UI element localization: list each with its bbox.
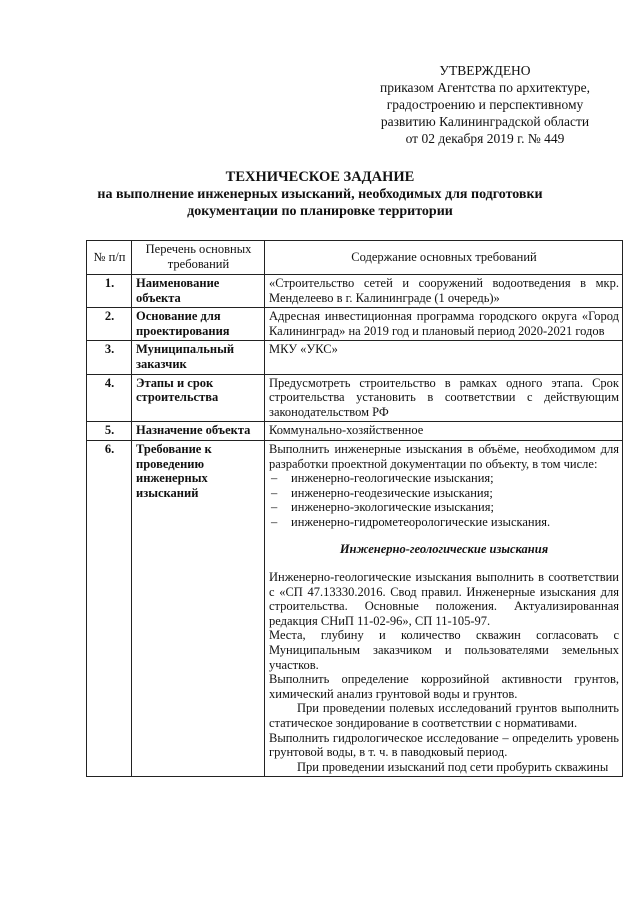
approval-date: от 02 декабря 2019 г. № 449	[405, 131, 565, 146]
approval-line: градостроению и перспективному	[386, 97, 584, 112]
paragraph: При проведении полевых исследований грунтов выполнить статическое зондирование в соответствии с нормативами.	[269, 701, 619, 731]
row-num: 1.	[87, 275, 132, 308]
section-subheading: Инженерно-геологические изыскания	[339, 541, 549, 556]
table-row	[87, 440, 623, 776]
list-item: – инженерно-гидрометеорологические изыскания.	[269, 515, 619, 530]
row-content: «Строительство сетей и сооружений водоотведения в мкр. Менделеево в г. Калининграде (1 очередь)»	[265, 275, 623, 308]
row-content: Предусмотреть строительство в рамках одного этапа. Срок строительства установить в соответствии с действующим законодательством РФ	[265, 374, 623, 422]
table-row	[87, 341, 623, 374]
paragraph: Места, глубину и количество скважин согласовать с Муниципальным заказчиком и пользователями земельных участков.	[269, 628, 619, 672]
title-subtitle: на выполнение инженерных изысканий, необходимых для подготовки	[97, 187, 543, 202]
row-requirement: Этапы и срок строительства	[132, 374, 265, 422]
table-row	[87, 422, 623, 441]
row-num: 3.	[87, 341, 132, 374]
table-row	[87, 308, 623, 341]
requirements-table	[86, 240, 623, 777]
table-header-row	[87, 241, 623, 275]
table-row	[87, 374, 623, 422]
row-num: 2.	[87, 308, 132, 341]
title-main: ТЕХНИЧЕСКОЕ ЗАДАНИЕ	[225, 169, 415, 185]
row-requirement: Требование к проведению инженерных изысканий	[132, 440, 265, 776]
document-title	[0, 168, 640, 220]
row-requirement: Назначение объекта	[132, 422, 265, 441]
approval-line: приказом Агентства по архитектуре,	[380, 80, 590, 95]
table-row	[87, 275, 623, 308]
paragraph: Выполнить гидрологическое исследование – определить уровень грунтовой воды, в т. ч. в паводковый период.	[269, 730, 619, 760]
row-num: 5.	[87, 422, 132, 441]
row-requirement: Основание для проектирования	[132, 308, 265, 341]
paragraph: Инженерно-геологические изыскания выполнить в соответствии с «СП 47.13330.2016. Свод правил. Инженерные изыскания для строительства. Основные положения. Актуализированная редакция СНиП 11-02-96», СП 11-105-97.	[269, 570, 619, 628]
row-num: 6.	[87, 440, 132, 776]
row-content	[265, 440, 623, 776]
row-content: Адресная инвестиционная программа городского округа «Город Калининград» на 2019 год и плановый период 2020-2021 годов	[265, 308, 623, 341]
row-content: Коммунально-хозяйственное	[265, 422, 623, 441]
list-item: – инженерно-геологические изыскания;	[269, 471, 619, 486]
approval-stamp	[340, 62, 630, 147]
row-content: МКУ «УКС»	[265, 341, 623, 374]
approval-line: развитию Калининградской области	[380, 114, 590, 129]
row-requirement: Муниципальный заказчик	[132, 341, 265, 374]
header-requirement: Перечень основных требований	[132, 241, 265, 275]
header-num: № п/п	[87, 241, 132, 275]
approval-heading: УТВЕРЖДЕНО	[439, 63, 531, 78]
title-subtitle: документации по планировке территории	[187, 204, 453, 219]
list-item: – инженерно-экологические изыскания;	[269, 500, 619, 515]
paragraph: Выполнить определение коррозийной активности грунтов, химический анализ грунтовой воды и грунтов.	[269, 672, 619, 701]
paragraph: При проведении изысканий под сети пробурить скважины	[297, 759, 609, 774]
row-requirement: Наименование объекта	[132, 275, 265, 308]
list-item: – инженерно-геодезические изыскания;	[269, 486, 619, 501]
survey-intro: Выполнить инженерные изыскания в объёме, необходимом для разработки проектной документации по объекту, в том числе:	[269, 441, 619, 471]
row-num: 4.	[87, 374, 132, 422]
header-content: Содержание основных требований	[265, 241, 623, 275]
survey-list	[269, 471, 619, 529]
